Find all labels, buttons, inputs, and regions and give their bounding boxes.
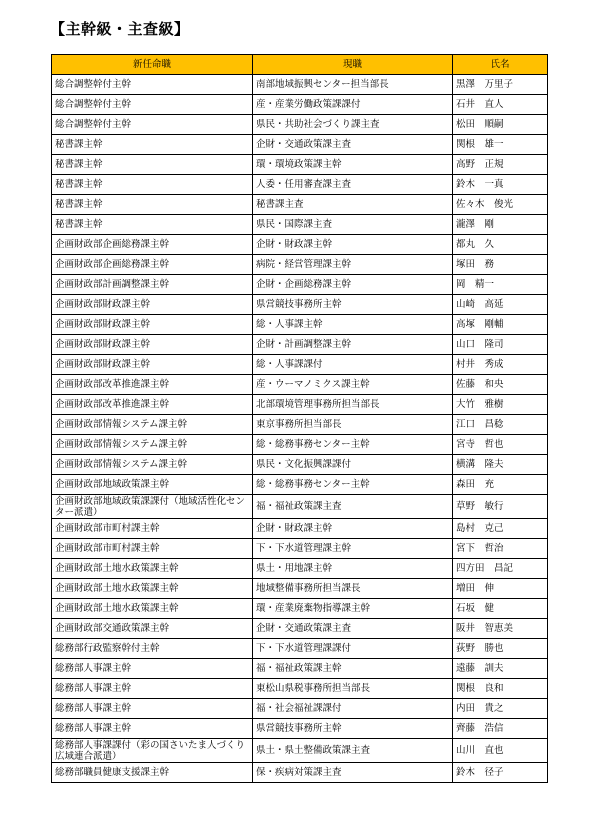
table-row <box>52 639 548 659</box>
cell-name: 江口 昌稔 <box>453 415 548 435</box>
cell-new-position: 企画財政部交通政策課主幹 <box>52 619 253 639</box>
table-row <box>52 455 548 475</box>
table-row <box>52 75 548 95</box>
cell-name: 佐藤 和央 <box>453 375 548 395</box>
table-row <box>52 739 548 763</box>
table-row <box>52 195 548 215</box>
cell-name: 高塚 剛輔 <box>453 315 548 335</box>
cell-current-position: 県民・文化振興課課付 <box>253 455 453 475</box>
cell-name: 草野 敏行 <box>453 495 548 519</box>
cell-new-position: 企画財政部改革推進課主幹 <box>52 375 253 395</box>
cell-current-position: 企財・企画総務課主幹 <box>253 275 453 295</box>
cell-new-position: 秘書課主幹 <box>52 135 253 155</box>
cell-name: 四方田 昌記 <box>453 559 548 579</box>
cell-name: 塚田 務 <box>453 255 548 275</box>
cell-current-position: 県営競技事務所主幹 <box>253 295 453 315</box>
cell-new-position: 企画財政部財政課主幹 <box>52 335 253 355</box>
cell-current-position: 地域整備事務所担当課長 <box>253 579 453 599</box>
cell-name: 鈴木 径子 <box>453 763 548 783</box>
cell-new-position: 企画財政部情報システム課主幹 <box>52 435 253 455</box>
cell-current-position: 人委・任用審査課主査 <box>253 175 453 195</box>
cell-new-position: 総合調整幹付主幹 <box>52 75 253 95</box>
cell-new-position: 企画財政部計画調整課主幹 <box>52 275 253 295</box>
cell-current-position: 下・下水道管理課主幹 <box>253 539 453 559</box>
cell-name: 内田 貴之 <box>453 699 548 719</box>
cell-current-position: 下・下水道管理課課付 <box>253 639 453 659</box>
cell-current-position: 企財・計画調整課主幹 <box>253 335 453 355</box>
cell-current-position: 福・社会福祉課課付 <box>253 699 453 719</box>
cell-current-position: 環・産業廃棄物指導課主幹 <box>253 599 453 619</box>
cell-new-position: 総務部職員健康支援課主幹 <box>52 763 253 783</box>
cell-name: 山川 直也 <box>453 739 548 763</box>
cell-new-position: 秘書課主幹 <box>52 155 253 175</box>
cell-new-position: 企画財政部財政課主幹 <box>52 315 253 335</box>
cell-current-position: 秘書課主査 <box>253 195 453 215</box>
cell-name: 島村 克己 <box>453 519 548 539</box>
cell-current-position: 総・人事課主幹 <box>253 315 453 335</box>
cell-name: 都丸 久 <box>453 235 548 255</box>
table-row <box>52 539 548 559</box>
cell-new-position: 秘書課主幹 <box>52 215 253 235</box>
cell-new-position: 企画財政部地域政策課課付（地域活性化センター派遣） <box>52 495 253 519</box>
cell-current-position: 産・ウーマノミクス課主幹 <box>253 375 453 395</box>
cell-name: 宮寺 哲也 <box>453 435 548 455</box>
table-row <box>52 579 548 599</box>
cell-current-position: 県営競技事務所主幹 <box>253 719 453 739</box>
cell-new-position: 総務部行政監察幹付主幹 <box>52 639 253 659</box>
cell-new-position: 企画財政部情報システム課主幹 <box>52 415 253 435</box>
cell-name: 横溝 隆夫 <box>453 455 548 475</box>
cell-new-position: 企画財政部改革推進課主幹 <box>52 395 253 415</box>
cell-current-position: 総・人事課課付 <box>253 355 453 375</box>
cell-new-position: 総務部人事課主幹 <box>52 699 253 719</box>
cell-name: 阪井 智恵美 <box>453 619 548 639</box>
cell-new-position: 総合調整幹付主幹 <box>52 95 253 115</box>
cell-name: 鈴木 一真 <box>453 175 548 195</box>
personnel-table <box>51 54 548 783</box>
cell-new-position: 企画財政部企画総務課主幹 <box>52 235 253 255</box>
cell-current-position: 総・総務事務センター主幹 <box>253 435 453 455</box>
cell-new-position: 企画財政部土地水政策課主幹 <box>52 559 253 579</box>
cell-name: 森田 充 <box>453 475 548 495</box>
cell-name: 村井 秀成 <box>453 355 548 375</box>
cell-new-position: 企画財政部財政課主幹 <box>52 295 253 315</box>
cell-current-position: 東京事務所担当部長 <box>253 415 453 435</box>
table-row <box>52 135 548 155</box>
table-row <box>52 435 548 455</box>
cell-new-position: 企画財政部市町村課主幹 <box>52 519 253 539</box>
cell-name: 遠藤 訓夫 <box>453 659 548 679</box>
cell-current-position: 保・疾病対策課主査 <box>253 763 453 783</box>
cell-current-position: 福・福祉政策課主幹 <box>253 659 453 679</box>
cell-name: 松田 順嗣 <box>453 115 548 135</box>
cell-current-position: 県土・県土整備政策課主査 <box>253 739 453 763</box>
cell-new-position: 企画財政部土地水政策課主幹 <box>52 599 253 619</box>
table-row <box>52 719 548 739</box>
table-row <box>52 295 548 315</box>
cell-new-position: 秘書課主幹 <box>52 195 253 215</box>
cell-current-position: 総・総務事務センター主幹 <box>253 475 453 495</box>
table-row <box>52 679 548 699</box>
cell-name: 山崎 高延 <box>453 295 548 315</box>
header-current-position: 現職 <box>253 55 453 75</box>
table-row <box>52 375 548 395</box>
table-row <box>52 619 548 639</box>
cell-current-position: 企財・交通政策課主査 <box>253 135 453 155</box>
cell-name: 増田 伸 <box>453 579 548 599</box>
cell-new-position: 企画財政部情報システム課主幹 <box>52 455 253 475</box>
table-row <box>52 315 548 335</box>
cell-name: 高野 正規 <box>453 155 548 175</box>
cell-new-position: 総合調整幹付主幹 <box>52 115 253 135</box>
cell-new-position: 総務部人事課主幹 <box>52 679 253 699</box>
cell-current-position: 北部環境管理事務所担当部長 <box>253 395 453 415</box>
table-body <box>52 75 548 783</box>
table-row <box>52 335 548 355</box>
table-row <box>52 355 548 375</box>
cell-new-position: 企画財政部土地水政策課主幹 <box>52 579 253 599</box>
table-row <box>52 235 548 255</box>
cell-name: 宮下 哲治 <box>453 539 548 559</box>
table-row <box>52 275 548 295</box>
table-row <box>52 495 548 519</box>
table-row <box>52 475 548 495</box>
cell-current-position: 県民・共助社会づくり課主査 <box>253 115 453 135</box>
cell-name: 石坂 健 <box>453 599 548 619</box>
cell-new-position: 企画財政部市町村課主幹 <box>52 539 253 559</box>
header-new-position: 新任命職 <box>52 55 253 75</box>
cell-current-position: 南部地域振興センター担当部長 <box>253 75 453 95</box>
table-row <box>52 255 548 275</box>
cell-current-position: 企財・財政課主幹 <box>253 235 453 255</box>
cell-new-position: 企画財政部財政課主幹 <box>52 355 253 375</box>
table-row <box>52 155 548 175</box>
table-header-row <box>52 55 548 75</box>
cell-name: 黒澤 万里子 <box>453 75 548 95</box>
table-row <box>52 115 548 135</box>
page-title: 【主幹級・主査級】 <box>50 20 190 38</box>
table-row <box>52 95 548 115</box>
cell-new-position: 総務部人事課主幹 <box>52 659 253 679</box>
table-row <box>52 215 548 235</box>
cell-new-position: 秘書課主幹 <box>52 175 253 195</box>
table-row <box>52 599 548 619</box>
cell-current-position: 環・環境政策課主幹 <box>253 155 453 175</box>
table-row <box>52 559 548 579</box>
cell-name: 齊藤 浩信 <box>453 719 548 739</box>
table-row <box>52 175 548 195</box>
header-name: 氏名 <box>453 55 548 75</box>
table-row <box>52 519 548 539</box>
cell-current-position: 企財・財政課主幹 <box>253 519 453 539</box>
table-row <box>52 763 548 783</box>
cell-name: 佐々木 俊光 <box>453 195 548 215</box>
table-row <box>52 415 548 435</box>
cell-current-position: 東松山県税事務所担当部長 <box>253 679 453 699</box>
cell-current-position: 産・産業労働政策課課付 <box>253 95 453 115</box>
cell-current-position: 県土・用地課主幹 <box>253 559 453 579</box>
cell-name: 岡 精一 <box>453 275 548 295</box>
cell-name: 大竹 雅樹 <box>453 395 548 415</box>
cell-current-position: 病院・経営管理課主幹 <box>253 255 453 275</box>
cell-name: 関根 良和 <box>453 679 548 699</box>
cell-name: 荻野 勝也 <box>453 639 548 659</box>
table-row <box>52 395 548 415</box>
cell-name: 山口 隆司 <box>453 335 548 355</box>
cell-new-position: 総務部人事課課付（彩の国さいたま人づくり広域連合派遣） <box>52 739 253 763</box>
cell-new-position: 企画財政部企画総務課主幹 <box>52 255 253 275</box>
cell-current-position: 福・福祉政策課主査 <box>253 495 453 519</box>
table-row <box>52 659 548 679</box>
cell-name: 関根 雄一 <box>453 135 548 155</box>
cell-current-position: 企財・交通政策課主査 <box>253 619 453 639</box>
cell-new-position: 企画財政部地域政策課主幹 <box>52 475 253 495</box>
cell-name: 瀧澤 剛 <box>453 215 548 235</box>
cell-new-position: 総務部人事課主幹 <box>52 719 253 739</box>
table-row <box>52 699 548 719</box>
cell-name: 石井 直人 <box>453 95 548 115</box>
cell-current-position: 県民・国際課主査 <box>253 215 453 235</box>
